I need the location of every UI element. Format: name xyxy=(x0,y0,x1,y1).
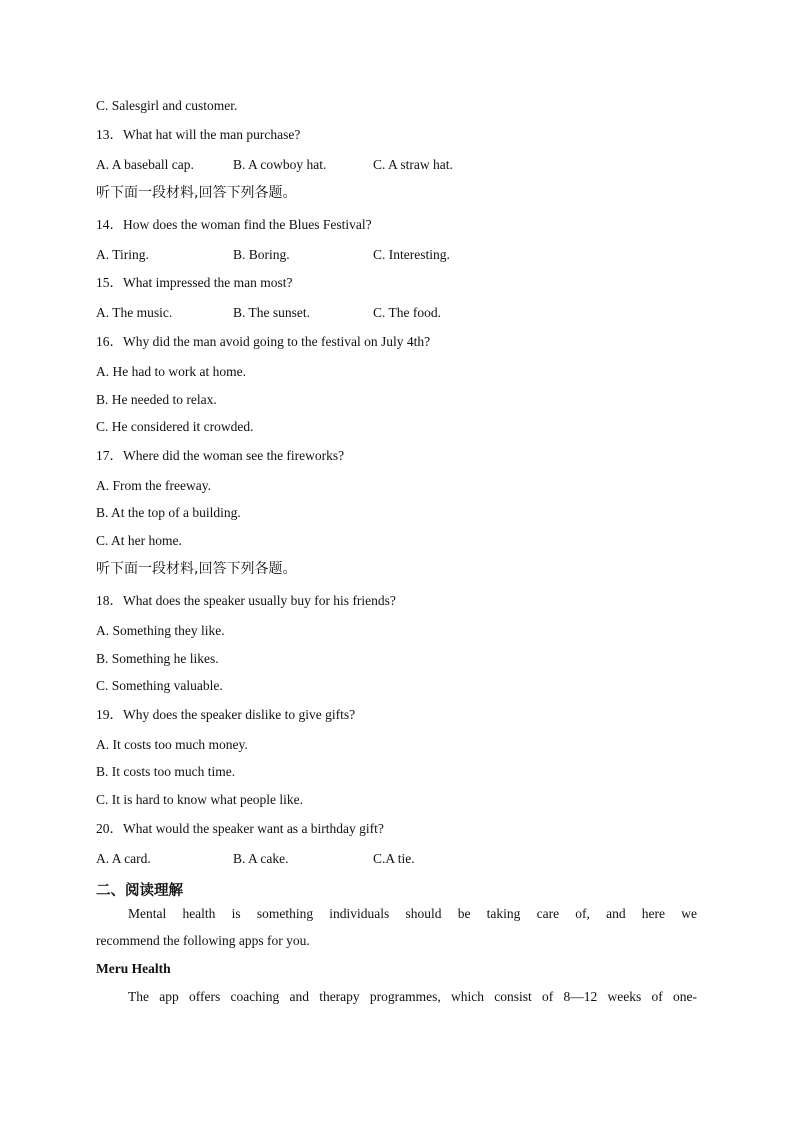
q17-option-b: B. At the top of a building. xyxy=(96,505,241,520)
q16-option-a: A. He had to work at home. xyxy=(96,364,246,379)
intro-paragraph-line-1: Mental health is something individuals should be taking care of, and here we xyxy=(128,906,697,921)
question-15: 15．What impressed the man most? xyxy=(96,275,293,290)
q15-option-b: B. The sunset. xyxy=(233,305,310,320)
q14-option-a: A. Tiring. xyxy=(96,247,149,262)
q17-option-a: A. From the freeway. xyxy=(96,478,211,493)
q13-option-b: B. A cowboy hat. xyxy=(233,157,327,172)
meru-paragraph-line-1: The app offers coaching and therapy programmes, which consist of 8—12 weeks of one- xyxy=(128,989,697,1004)
q13-option-c: C. A straw hat. xyxy=(373,157,453,172)
q19-option-a: A. It costs too much money. xyxy=(96,737,248,752)
q14-option-c: C. Interesting. xyxy=(373,247,450,262)
q15-option-c: C. The food. xyxy=(373,305,441,320)
q18-option-a: A. Something they like. xyxy=(96,623,225,638)
question-14: 14．How does the woman find the Blues Festival? xyxy=(96,217,372,232)
q18-option-b: B. Something he likes. xyxy=(96,651,219,666)
q12-option-c: C. Salesgirl and customer. xyxy=(96,98,238,113)
q16-option-c: C. He considered it crowded. xyxy=(96,419,254,434)
q17-option-c: C. At her home. xyxy=(96,533,182,548)
intro-paragraph-line-2: recommend the following apps for you. xyxy=(96,933,310,948)
q16-option-b: B. He needed to relax. xyxy=(96,392,217,407)
q13-option-a: A. A baseball cap. xyxy=(96,157,194,172)
app-heading-meru-health: Meru Health xyxy=(96,961,171,976)
q19-option-c: C. It is hard to know what people like. xyxy=(96,792,303,807)
question-18: 18．What does the speaker usually buy for his friends? xyxy=(96,593,396,608)
question-17: 17．Where did the woman see the fireworks? xyxy=(96,448,345,463)
question-16: 16．Why did the man avoid going to the festival on July 4th? xyxy=(96,334,431,349)
question-13: 13．What hat will the man purchase? xyxy=(96,127,301,142)
q20-option-c: C.A tie. xyxy=(373,851,415,866)
q18-option-c: C. Something valuable. xyxy=(96,678,223,693)
q20-option-b: B. A cake. xyxy=(233,851,289,866)
q14-option-b: B. Boring. xyxy=(233,247,290,262)
q19-option-b: B. It costs too much time. xyxy=(96,764,236,779)
q20-option-a: A. A card. xyxy=(96,851,151,866)
question-20: 20．What would the speaker want as a birthday gift? xyxy=(96,821,384,836)
q15-option-a: A. The music. xyxy=(96,305,173,320)
instruction-1: 听下面一段材料,回答下列各题。 xyxy=(96,185,297,201)
section-heading-reading: 二、阅读理解 xyxy=(96,883,183,899)
instruction-2: 听下面一段材料,回答下列各题。 xyxy=(96,561,297,577)
question-19: 19．Why does the speaker dislike to give gifts? xyxy=(96,707,356,722)
